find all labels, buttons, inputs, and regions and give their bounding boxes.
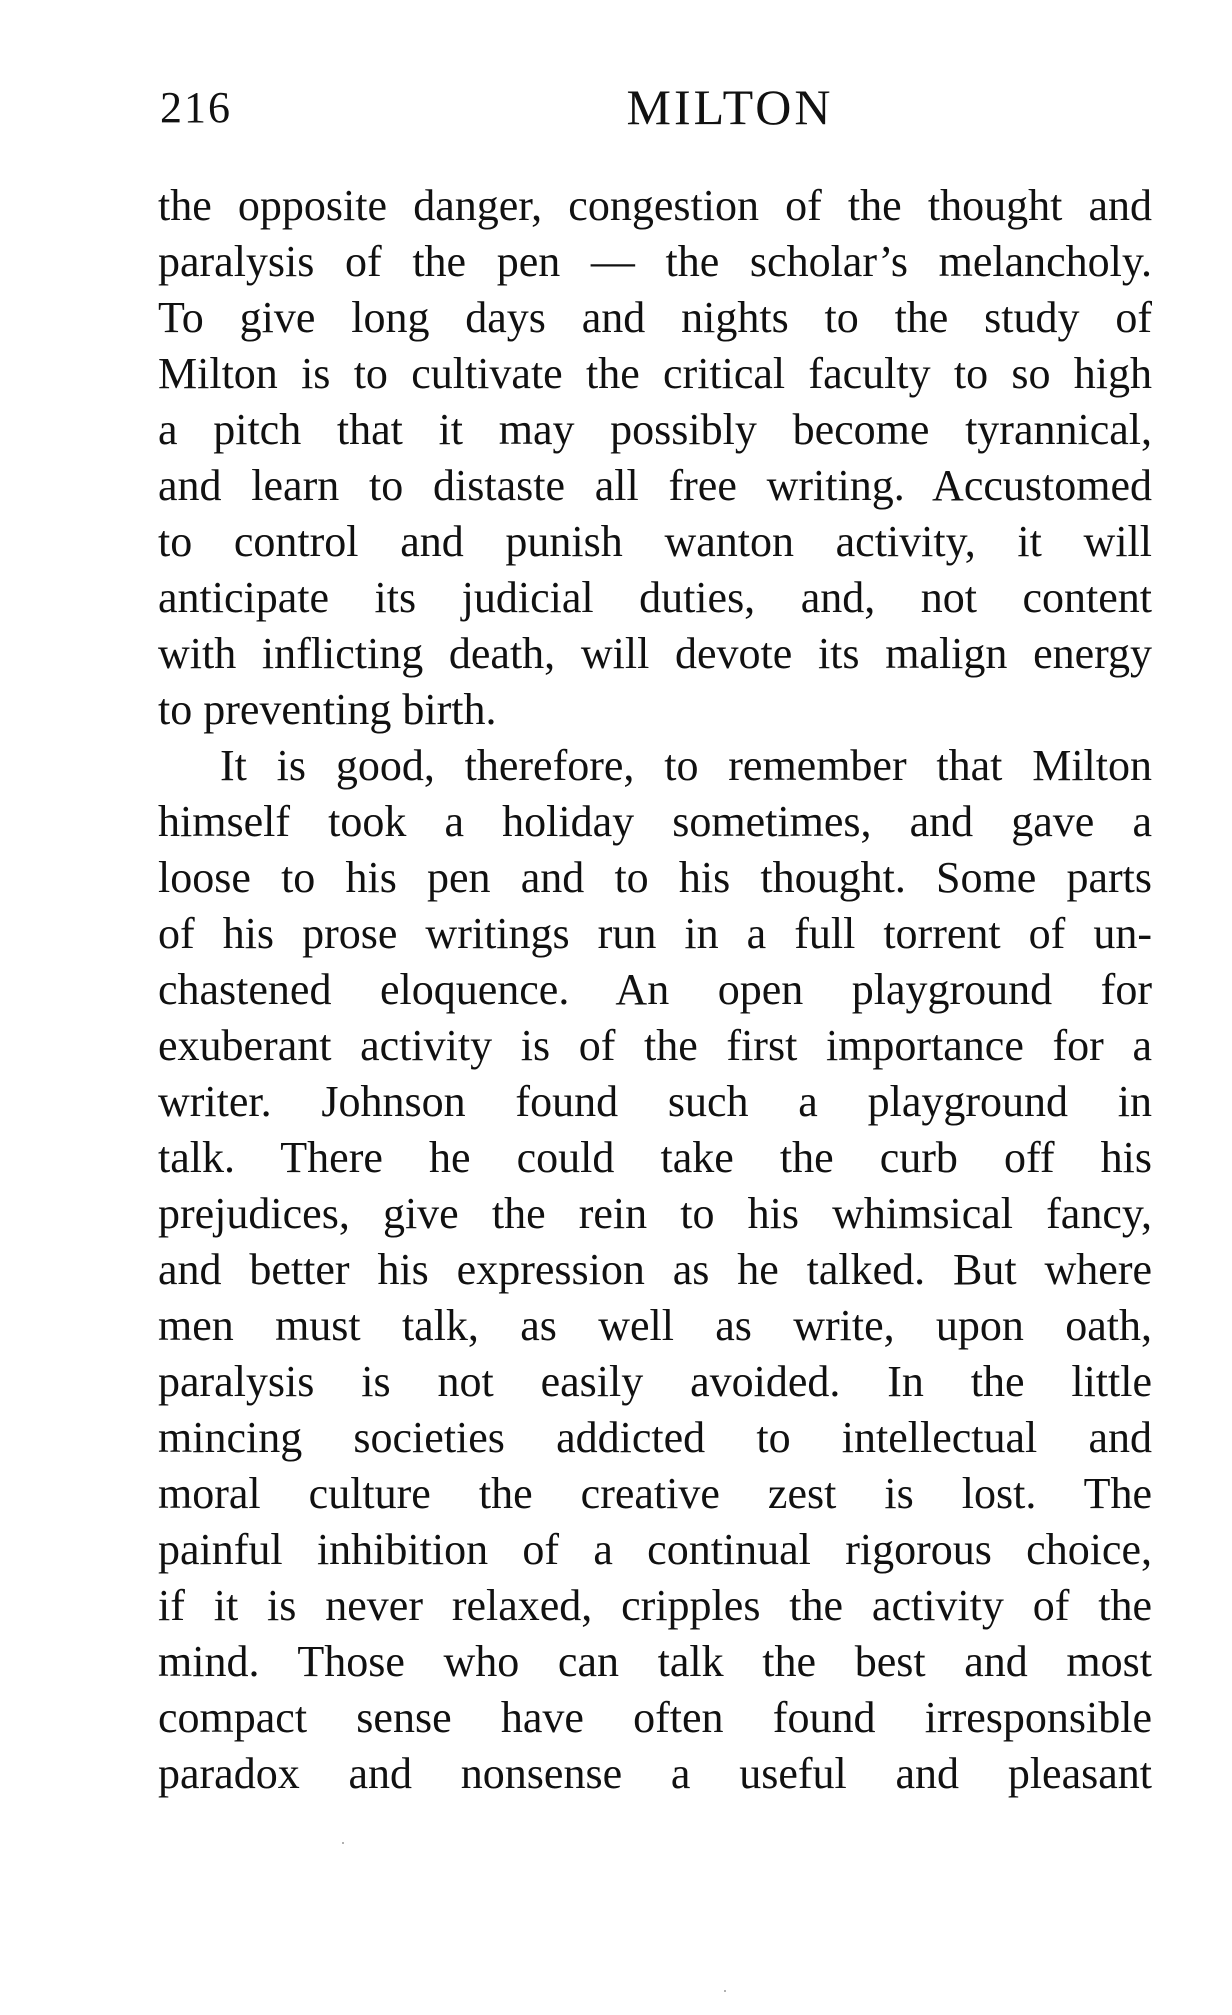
page-number: 216	[160, 83, 232, 132]
text-line: writer. Johnson found such a playground in	[158, 1077, 1152, 1126]
text-line: mincing societies addicted to intellectual and	[158, 1413, 1152, 1462]
text-line: paradox and nonsense a useful and pleasant	[158, 1749, 1152, 1798]
text-line: paralysis is not easily avoided. In the little	[158, 1357, 1152, 1406]
running-title: MILTON	[626, 79, 834, 135]
text-line: if it is never relaxed, cripples the activity of the	[158, 1581, 1152, 1630]
text-line: of his prose writings run in a full torrent of un-	[158, 909, 1152, 958]
text-line: himself took a holiday sometimes, and gave a	[158, 797, 1152, 846]
paragraph-end-line: to preventing birth.	[158, 685, 497, 734]
text-line: painful inhibition of a continual rigorous choice,	[158, 1525, 1152, 1574]
text-line: the opposite danger, congestion of the thought and	[158, 181, 1152, 230]
text-line: to control and punish wanton activity, it will	[158, 517, 1152, 566]
text-line: a pitch that it may possibly become tyrannical,	[158, 405, 1152, 454]
text-line: and better his expression as he talked. But where	[158, 1245, 1152, 1294]
text-line: men must talk, as well as write, upon oath,	[158, 1301, 1152, 1350]
text-line: prejudices, give the rein to his whimsical fancy,	[158, 1189, 1152, 1238]
text-line: and learn to distaste all free writing. Accustomed	[158, 461, 1152, 510]
text-line: chastened eloquence. An open playground for	[158, 965, 1152, 1014]
print-speck	[724, 1990, 726, 1992]
text-line: mind. Those who can talk the best and most	[158, 1637, 1152, 1686]
text-line: compact sense have often found irresponsible	[158, 1693, 1152, 1742]
running-head	[160, 78, 1150, 138]
text-line: loose to his pen and to his thought. Some parts	[158, 853, 1152, 902]
print-speck	[342, 1842, 344, 1844]
text-line: paralysis of the pen — the scholar’s melancholy.	[158, 237, 1152, 286]
text-line: To give long days and nights to the study of	[158, 293, 1152, 342]
paragraph-start-line: It is good, therefore, to remember that Milton	[220, 741, 1152, 790]
text-line: with inflicting death, will devote its malign energy	[158, 629, 1152, 678]
body-text	[158, 178, 1152, 1802]
text-line: talk. There he could take the curb off his	[158, 1133, 1152, 1182]
text-line: moral culture the creative zest is lost. The	[158, 1469, 1152, 1518]
text-line: anticipate its judicial duties, and, not content	[158, 573, 1152, 622]
text-line: Milton is to cultivate the critical faculty to so high	[158, 349, 1152, 398]
text-line: exuberant activity is of the first importance for a	[158, 1021, 1152, 1070]
